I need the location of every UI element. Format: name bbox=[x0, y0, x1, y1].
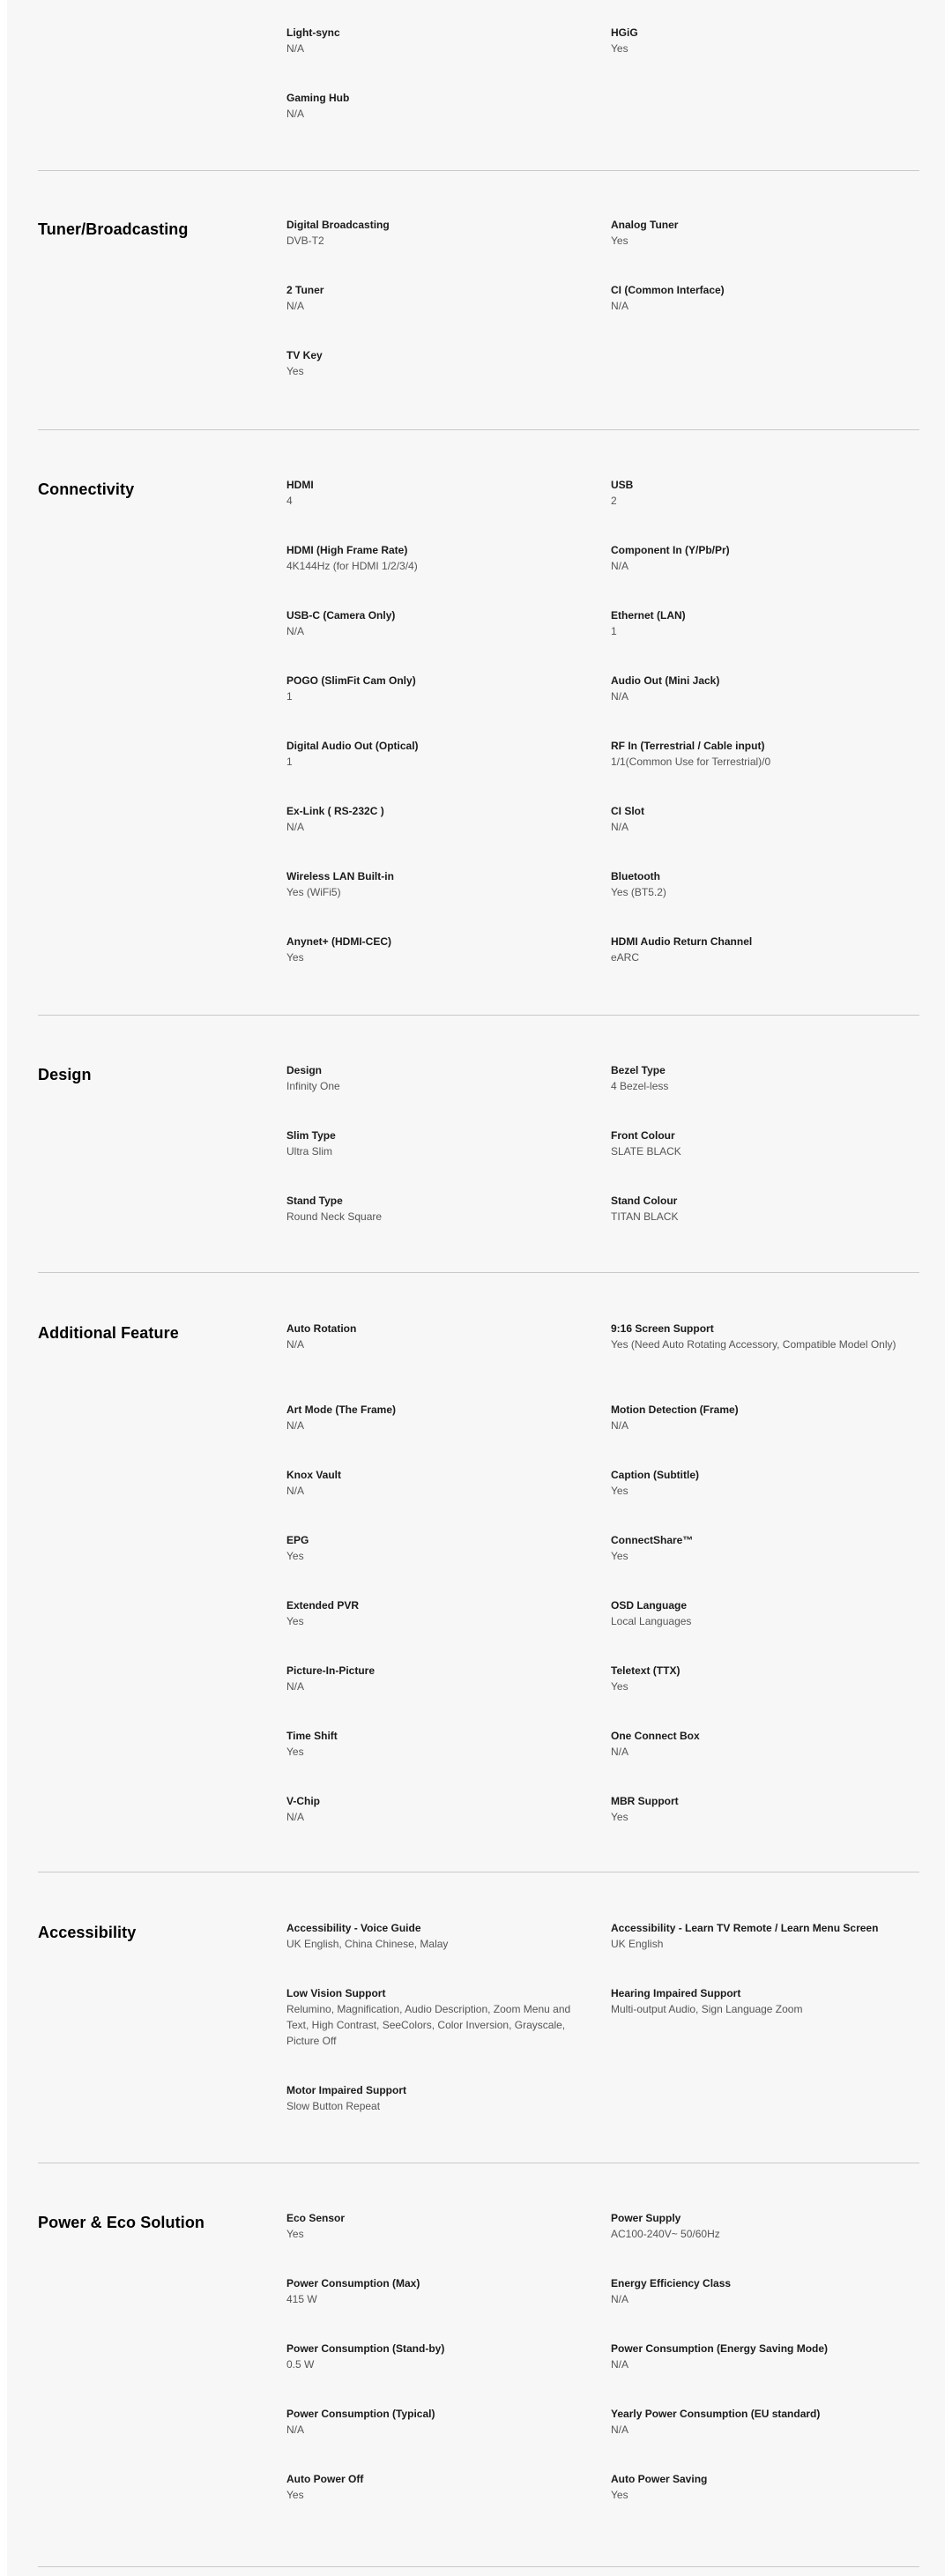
spec-label: MBR Support bbox=[611, 1795, 679, 1807]
spec-label: CI (Common Interface) bbox=[611, 284, 725, 296]
spec-item bbox=[286, 217, 586, 249]
spec-value: N/A bbox=[286, 1338, 305, 1351]
spec-value: UK English bbox=[611, 1938, 664, 1950]
spec-value: N/A bbox=[611, 821, 629, 833]
spec-value: eARC bbox=[611, 951, 640, 964]
spec-label: Auto Power Saving bbox=[611, 2473, 708, 2485]
spec-label: Anynet+ (HDMI-CEC) bbox=[286, 935, 391, 948]
spec-item bbox=[286, 1467, 586, 1499]
spec-value: Yes bbox=[611, 1485, 628, 1497]
spec-item bbox=[611, 282, 911, 314]
spec-item bbox=[286, 1728, 586, 1760]
spec-value: Multi-output Audio, Sign Language Zoom bbox=[611, 2003, 803, 2015]
spec-label: 2 Tuner bbox=[286, 284, 324, 296]
spec-value: N/A bbox=[286, 1419, 305, 1432]
spec-label: Power Supply bbox=[611, 2212, 681, 2224]
spec-label: Power Consumption (Max) bbox=[286, 2277, 420, 2289]
spec-label: One Connect Box bbox=[611, 1730, 700, 1742]
spec-label: Bluetooth bbox=[611, 870, 660, 882]
spec-label: Motion Detection (Frame) bbox=[611, 1403, 739, 1416]
spec-item bbox=[611, 934, 911, 965]
spec-item bbox=[611, 1062, 911, 1094]
spec-item bbox=[286, 282, 586, 314]
spec-label: Component In (Y/Pb/Pr) bbox=[611, 544, 730, 556]
spec-item bbox=[286, 738, 586, 770]
spec-item bbox=[611, 1663, 911, 1694]
spec-label: Wireless LAN Built-in bbox=[286, 870, 394, 882]
spec-label: USB bbox=[611, 479, 634, 491]
spec-label: Ex-Link ( RS-232C ) bbox=[286, 805, 384, 817]
spec-value: Yes (BT5.2) bbox=[611, 886, 666, 898]
spec-value: 0.5 W bbox=[286, 2358, 315, 2371]
spec-item bbox=[286, 1793, 586, 1825]
spec-item bbox=[286, 1128, 586, 1159]
spec-label: 9:16 Screen Support bbox=[611, 1322, 714, 1335]
spec-value: N/A bbox=[286, 625, 305, 637]
section-divider bbox=[38, 1272, 919, 1273]
spec-value: N/A bbox=[286, 108, 305, 120]
spec-item bbox=[286, 1597, 586, 1629]
spec-value: Yes bbox=[286, 1615, 304, 1627]
spec-label: CI Slot bbox=[611, 805, 644, 817]
spec-value: Yes bbox=[286, 1550, 304, 1562]
spec-value: TITAN BLACK bbox=[611, 1210, 679, 1223]
spec-value: N/A bbox=[286, 2423, 305, 2436]
spec-item bbox=[611, 738, 911, 770]
spec-value: Yes bbox=[611, 235, 628, 247]
spec-label: Accessibility - Learn TV Remote / Learn Menu Screen bbox=[611, 1922, 879, 1934]
spec-value: DVB-T2 bbox=[286, 235, 324, 247]
spec-item bbox=[286, 673, 586, 704]
spec-item bbox=[286, 868, 586, 900]
spec-value: 4 bbox=[286, 495, 293, 507]
section-title: Power & Eco Solution bbox=[38, 2214, 205, 2231]
spec-label: Extended PVR bbox=[286, 1599, 360, 1612]
section-title: Additional Feature bbox=[38, 1324, 179, 1342]
spec-value: N/A bbox=[286, 821, 305, 833]
spec-value: N/A bbox=[286, 300, 305, 312]
spec-value: AC100-240V~ 50/60Hz bbox=[611, 2228, 720, 2240]
spec-value: 415 W bbox=[286, 2293, 317, 2305]
spec-value: N/A bbox=[611, 690, 629, 703]
spec-item bbox=[286, 803, 586, 835]
spec-label: Digital Audio Out (Optical) bbox=[286, 740, 419, 752]
spec-value: Yes bbox=[286, 2228, 304, 2240]
spec-item bbox=[611, 477, 911, 509]
spec-item bbox=[611, 2275, 911, 2307]
spec-label: Time Shift bbox=[286, 1730, 338, 1742]
spec-value: N/A bbox=[611, 2358, 629, 2371]
spec-item bbox=[286, 1062, 586, 1094]
spec-value: 1 bbox=[611, 625, 617, 637]
spec-item bbox=[611, 1793, 911, 1825]
spec-label: Caption (Subtitle) bbox=[611, 1469, 699, 1481]
spec-value: Yes bbox=[286, 365, 304, 377]
spec-item bbox=[286, 2275, 586, 2307]
spec-value: Yes bbox=[611, 1550, 628, 1562]
spec-item bbox=[286, 477, 586, 509]
spec-value: Yes bbox=[611, 1680, 628, 1693]
spec-item bbox=[611, 1128, 911, 1159]
spec-item bbox=[611, 1402, 911, 1433]
spec-label: Light-sync bbox=[286, 26, 340, 39]
spec-label: USB-C (Camera Only) bbox=[286, 609, 396, 622]
spec-value: N/A bbox=[611, 560, 629, 572]
spec-value: Relumino, Magnification, Audio Description, Zoom Menu and Text, High Contrast, SeeColors, Color Inversion, Grayscale, Picture Off bbox=[286, 2003, 571, 2047]
specs-page bbox=[7, 0, 945, 2576]
spec-value: N/A bbox=[611, 300, 629, 312]
spec-value: Local Languages bbox=[611, 1615, 692, 1627]
spec-item bbox=[611, 1321, 911, 1352]
spec-item bbox=[286, 2082, 586, 2114]
spec-item bbox=[286, 2210, 586, 2242]
spec-item bbox=[611, 2341, 911, 2372]
section-title: Tuner/Broadcasting bbox=[38, 220, 189, 238]
spec-item bbox=[286, 1402, 586, 1433]
spec-label: Eco Sensor bbox=[286, 2212, 346, 2224]
spec-item bbox=[286, 1532, 586, 1564]
spec-item bbox=[286, 2471, 586, 2503]
spec-item bbox=[611, 2471, 911, 2503]
spec-label: Ethernet (LAN) bbox=[611, 609, 686, 622]
spec-value: 4K144Hz (for HDMI 1/2/3/4) bbox=[286, 560, 418, 572]
spec-item bbox=[286, 1663, 586, 1694]
spec-label: Power Consumption (Typical) bbox=[286, 2408, 435, 2420]
spec-label: Low Vision Support bbox=[286, 1987, 386, 1999]
spec-label: Gaming Hub bbox=[286, 92, 350, 104]
spec-value: Yes (Need Auto Rotating Accessory, Compatible Model Only) bbox=[611, 1338, 896, 1351]
spec-value: N/A bbox=[286, 1680, 305, 1693]
spec-value: N/A bbox=[286, 1811, 305, 1823]
section-title: Design bbox=[38, 1066, 92, 1083]
spec-label: Stand Type bbox=[286, 1195, 343, 1207]
spec-label: ConnectShare™ bbox=[611, 1534, 694, 1546]
spec-value: 1 bbox=[286, 690, 293, 703]
spec-value: N/A bbox=[286, 42, 305, 55]
section-divider bbox=[38, 170, 919, 171]
spec-label: RF In (Terrestrial / Cable input) bbox=[611, 740, 765, 752]
spec-label: HDMI (High Frame Rate) bbox=[286, 544, 408, 556]
section-title: Accessibility bbox=[38, 1924, 137, 1941]
section-divider bbox=[38, 1015, 919, 1016]
spec-label: Front Colour bbox=[611, 1129, 675, 1142]
spec-label: Analog Tuner bbox=[611, 219, 679, 231]
spec-label: Teletext (TTX) bbox=[611, 1664, 681, 1677]
spec-label: HDMI bbox=[286, 479, 314, 491]
spec-value: Yes bbox=[611, 42, 628, 55]
spec-value: UK English, China Chinese, Malay bbox=[286, 1938, 449, 1950]
spec-value: N/A bbox=[286, 1485, 305, 1497]
spec-item bbox=[611, 607, 911, 639]
spec-item bbox=[286, 542, 586, 574]
spec-value: Ultra Slim bbox=[286, 1145, 333, 1158]
spec-label: HDMI Audio Return Channel bbox=[611, 935, 753, 948]
spec-value: N/A bbox=[611, 1746, 629, 1758]
spec-value: Yes bbox=[286, 2489, 304, 2501]
spec-item bbox=[286, 607, 586, 639]
spec-label: Power Consumption (Energy Saving Mode) bbox=[611, 2342, 829, 2355]
spec-label: Design bbox=[286, 1064, 323, 1076]
spec-value: Yes bbox=[286, 951, 304, 964]
spec-item bbox=[286, 1321, 586, 1352]
spec-item bbox=[611, 1193, 911, 1225]
spec-value: 2 bbox=[611, 495, 617, 507]
spec-label: Hearing Impaired Support bbox=[611, 1987, 741, 1999]
spec-label: Auto Rotation bbox=[286, 1322, 357, 1335]
spec-label: V-Chip bbox=[286, 1795, 320, 1807]
spec-value: 4 Bezel-less bbox=[611, 1080, 669, 1092]
spec-value: 1 bbox=[286, 756, 293, 768]
spec-value: SLATE BLACK bbox=[611, 1145, 681, 1158]
spec-item bbox=[286, 1985, 586, 2049]
spec-value: N/A bbox=[611, 1419, 629, 1432]
spec-value: Yes bbox=[286, 1746, 304, 1758]
spec-value: Round Neck Square bbox=[286, 1210, 383, 1223]
spec-item bbox=[611, 25, 911, 56]
spec-item bbox=[611, 1532, 911, 1564]
spec-label: EPG bbox=[286, 1534, 309, 1546]
spec-item bbox=[286, 25, 586, 56]
spec-label: Energy Efficiency Class bbox=[611, 2277, 732, 2289]
spec-label: TV Key bbox=[286, 349, 323, 361]
spec-label: Motor Impaired Support bbox=[286, 2084, 406, 2096]
spec-item bbox=[611, 542, 911, 574]
spec-item bbox=[611, 803, 911, 835]
spec-label: Power Consumption (Stand-by) bbox=[286, 2342, 445, 2355]
spec-item bbox=[286, 90, 586, 122]
spec-item bbox=[286, 1920, 586, 1952]
spec-value: Yes bbox=[611, 2489, 628, 2501]
spec-label: Picture-In-Picture bbox=[286, 1664, 376, 1677]
spec-item bbox=[611, 217, 911, 249]
spec-item bbox=[611, 1985, 911, 2017]
spec-value: Slow Button Repeat bbox=[286, 2100, 381, 2112]
spec-item bbox=[611, 1467, 911, 1499]
spec-item bbox=[286, 2406, 586, 2438]
section-divider bbox=[38, 429, 919, 430]
section-title: Connectivity bbox=[38, 480, 135, 498]
spec-item bbox=[611, 673, 911, 704]
spec-label: POGO (SlimFit Cam Only) bbox=[286, 674, 416, 687]
spec-value: 1/1(Common Use for Terrestrial)/0 bbox=[611, 756, 771, 768]
spec-label: Stand Colour bbox=[611, 1195, 678, 1207]
spec-label: Art Mode (The Frame) bbox=[286, 1403, 397, 1416]
spec-label: Auto Power Off bbox=[286, 2473, 364, 2485]
spec-label: OSD Language bbox=[611, 1599, 688, 1612]
spec-item bbox=[611, 1728, 911, 1760]
spec-item bbox=[611, 1920, 911, 1952]
spec-label: Knox Vault bbox=[286, 1469, 342, 1481]
spec-label: Bezel Type bbox=[611, 1064, 666, 1076]
spec-label: Slim Type bbox=[286, 1129, 336, 1142]
spec-item bbox=[286, 934, 586, 965]
section-divider bbox=[38, 2566, 919, 2567]
spec-label: HGiG bbox=[611, 26, 638, 39]
spec-label: Accessibility - Voice Guide bbox=[286, 1922, 421, 1934]
spec-value: Yes (WiFi5) bbox=[286, 886, 341, 898]
spec-label: Digital Broadcasting bbox=[286, 219, 390, 231]
spec-value: Infinity One bbox=[286, 1080, 340, 1092]
spec-item bbox=[286, 1193, 586, 1225]
spec-value: N/A bbox=[611, 2293, 629, 2305]
spec-item bbox=[611, 868, 911, 900]
spec-item bbox=[611, 2406, 911, 2438]
spec-item bbox=[286, 347, 586, 379]
spec-label: Yearly Power Consumption (EU standard) bbox=[611, 2408, 821, 2420]
spec-item bbox=[611, 1597, 911, 1629]
spec-item bbox=[286, 2341, 586, 2372]
spec-value: Yes bbox=[611, 1811, 628, 1823]
spec-value: N/A bbox=[611, 2423, 629, 2436]
spec-item bbox=[611, 2210, 911, 2242]
spec-label: Audio Out (Mini Jack) bbox=[611, 674, 720, 687]
